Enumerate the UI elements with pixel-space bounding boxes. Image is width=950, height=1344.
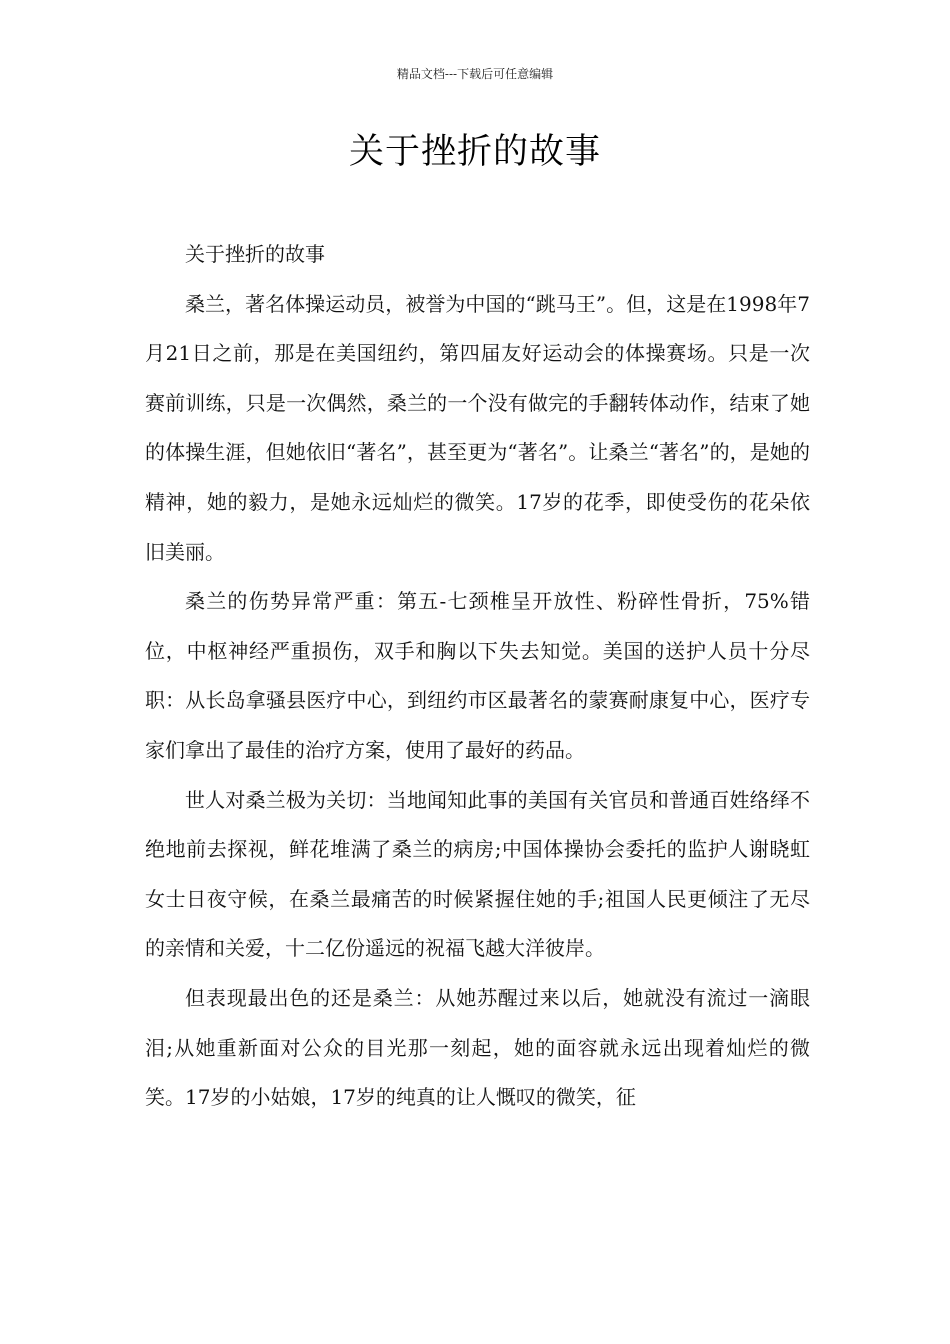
paragraph: 桑兰，著名体操运动员，被誉为中国的“跳马王”。但，这是在1998年7月21日之前，那是在美国纽约，第四届友好运动会的体操赛场。只是一次赛前训练，只是一次偶然，桑兰的一个没有做完的手翻转体动作，结束了她的体操生涯，但她依旧“著名”，甚至更为“著名”。让桑兰“著名”的，是她的精神，她的毅力，是她永远灿烂的微笑。17岁的花季，即使受伤的花朵依旧美丽。 (145, 291, 810, 564)
header-note: 精品文档---下载后可任意编辑 (396, 67, 554, 81)
paragraph: 桑兰的伤势异常严重：第五-七颈椎呈开放性、粉碎性骨折，75%错位，中枢神经严重损伤，双手和胸以下失去知觉。美国的送护人员十分尽职：从长岛拿骚县医疗中心，到纽约市区最著名的蒙赛耐康复中心，医疗专家们拿出了最佳的治疗方案，使用了最好的药品。 (145, 589, 810, 762)
page-title: 关于挫折的故事 (348, 132, 601, 172)
paragraph: 世人对桑兰极为关切：当地闻知此事的美国有关官员和普通百姓络绎不绝地前去探视，鲜花堆满了桑兰的病房;中国体操协会委托的监护人谢晓虹女士日夜守候，在桑兰最痛苦的时候紧握住她的手;祖国人民更倾注了无尽的亲情和关爱，十二亿份遥远的祝福飞越大洋彼岸。 (145, 787, 810, 961)
article-body (145, 230, 810, 1123)
paragraph: 关于挫折的故事 (185, 242, 325, 266)
paragraph: 但表现最出色的还是桑兰：从她苏醒过来以后，她就没有流过一滴眼泪;从她重新面对公众的目光那一刻起，她的面容就永远出现着灿烂的微笑。17岁的小姑娘，17岁的纯真的让人慨叹的微笑，征 (145, 985, 810, 1110)
